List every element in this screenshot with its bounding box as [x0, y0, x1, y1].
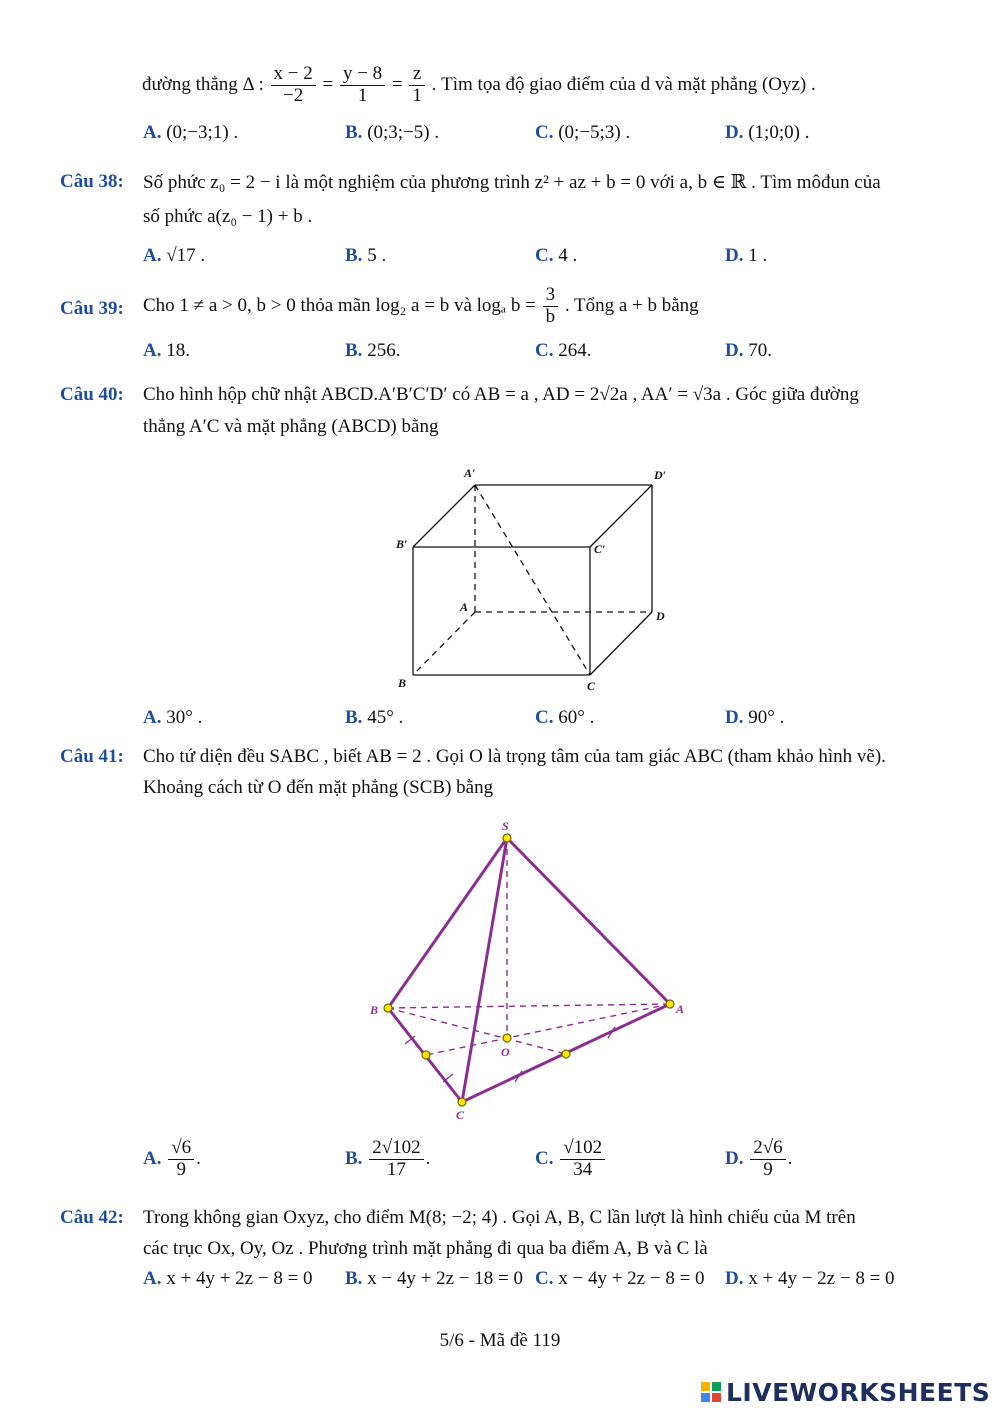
- q38-option-a[interactable]: A. √17 .: [143, 245, 206, 266]
- q37-frac-2: $\frac{y - 8}{1}$: [340, 64, 385, 107]
- q38-option-c[interactable]: C. 4 .: [535, 245, 578, 266]
- q39-option-a[interactable]: A. 18.: [143, 340, 190, 361]
- q37-stem: đường thẳng Δ : $\frac{x - 2}{-2}$ = $\frac{y - 8}{1}$ = $\frac{z}{1}$ . Tìm tọa độ giao điểm của d và mặt phẳng (Oyz) .: [142, 63, 816, 106]
- label-s: S: [502, 819, 509, 833]
- q38-option-d[interactable]: D. 1 .: [725, 245, 768, 266]
- q37-option-d[interactable]: D. (1;0;0) .: [725, 122, 810, 143]
- q41-label: Câu 41:: [60, 746, 124, 767]
- q37-option-a[interactable]: A. (0;−3;1) .: [143, 122, 239, 143]
- point-s: [503, 834, 511, 842]
- edge-d1-c1: [590, 485, 652, 547]
- label-c: C: [587, 679, 596, 693]
- q37-frac-3: $\frac{z}{1}$: [409, 64, 425, 107]
- edge-s-a: [507, 838, 670, 1004]
- q40-option-b[interactable]: B. 45° .: [345, 707, 404, 728]
- q37-frac-1: $\frac{x - 2}{-2}$: [271, 64, 316, 107]
- q39-option-c[interactable]: C. 264.: [535, 340, 592, 361]
- edge-a1-b1: [413, 485, 475, 547]
- point-o: [503, 1034, 511, 1042]
- q38-label: Câu 38:: [60, 171, 124, 192]
- point-a: [666, 1000, 674, 1008]
- q40-label: Câu 40:: [60, 384, 124, 405]
- label-d: D: [656, 609, 665, 623]
- edge-d-c: [590, 612, 652, 675]
- q40-line-1: Cho hình hộp chữ nhật ABCD.A′B′C′D′ có AB = a , AD = 2√2a , AA′ = √3a . Góc giữa đường: [143, 384, 859, 405]
- edge-a-b-hidden: [413, 612, 475, 675]
- point-c: [458, 1098, 466, 1106]
- q38-line-2: số phức a(z₀ − 1) + b .: [143, 206, 313, 227]
- q41-line-2: Khoảng cách từ O đến mặt phẳng (SCB) bằng: [143, 777, 494, 798]
- label-a: A: [460, 600, 469, 614]
- brand-wordmark[interactable]: LIVEWORKSHEETS: [726, 1378, 991, 1407]
- label-d1: D′: [654, 468, 667, 482]
- label-c: C: [456, 1108, 465, 1122]
- q38-line-1: Số phức z₀ = 2 − i là một nghiệm của phương trình z² + az + b = 0 với a, b ∈ ℝ . Tìm môđun của: [143, 172, 881, 193]
- point-mid-bc: [422, 1051, 430, 1059]
- q42-line-1: Trong không gian Oxyz, cho điểm M(8; −2; 4) . Gọi A, B, C lần lượt là hình chiếu của M trên: [143, 1207, 856, 1228]
- q41-option-d[interactable]: D. $\frac{2√6}{9}$ .: [725, 1137, 793, 1180]
- q42-option-c[interactable]: C. x − 4y + 2z − 8 = 0: [535, 1268, 705, 1289]
- q41-tetrahedron-figure: [360, 812, 700, 1132]
- q40-option-d[interactable]: D. 90° .: [725, 707, 785, 728]
- label-c1: C′: [594, 542, 606, 556]
- median-a: [426, 1004, 670, 1055]
- q39-stem: Cho 1 ≠ a > 0, b > 0 thỏa mãn log₂ a = b và logₐ b = $\frac{3}{b}$ . Tổng a + b bằng: [143, 284, 699, 327]
- q41-option-c[interactable]: C. $\frac{√102}{34}$: [535, 1138, 607, 1181]
- label-a: A: [676, 1002, 685, 1016]
- q42-label: Câu 42:: [60, 1207, 124, 1228]
- q39-frac: $\frac{3}{b}$: [543, 285, 559, 328]
- q37-option-b[interactable]: B. (0;3;−5) .: [345, 122, 440, 143]
- q39-label: Câu 39:: [60, 298, 124, 319]
- label-b1: B′: [396, 537, 408, 551]
- label-b: B: [398, 676, 407, 690]
- point-b: [384, 1004, 392, 1012]
- q42-option-d[interactable]: D. x + 4y − 2z − 8 = 0: [725, 1268, 895, 1289]
- q37-option-c[interactable]: C. (0;−5;3) .: [535, 122, 631, 143]
- q41-option-a[interactable]: A. $\frac{√6}{9}$ .: [143, 1137, 201, 1180]
- diagonal-a1-c: [475, 485, 590, 675]
- q39-option-d[interactable]: D. 70.: [725, 340, 772, 361]
- liveworksheets-logo-icon: [700, 1381, 722, 1403]
- page-footer: 5/6 - Mã đề 119: [439, 1330, 561, 1351]
- q42-line-2: các trục Ox, Oy, Oz . Phương trình mặt phẳng đi qua ba điểm A, B và C là: [143, 1238, 708, 1259]
- edge-s-b: [388, 838, 507, 1008]
- label-o: O: [501, 1045, 510, 1059]
- point-mid-ca: [562, 1050, 570, 1058]
- q38-option-b[interactable]: B. 5 .: [345, 245, 387, 266]
- q39-option-b[interactable]: B. 256.: [345, 340, 401, 361]
- q42-option-b[interactable]: B. x − 4y + 2z − 18 = 0: [345, 1268, 523, 1289]
- label-b: B: [370, 1003, 379, 1017]
- q42-option-a[interactable]: A. x + 4y + 2z − 8 = 0: [143, 1268, 313, 1289]
- q40-line-2: thẳng A′C và mặt phẳng (ABCD) bằng: [143, 416, 439, 437]
- label-a1: A′: [464, 466, 476, 480]
- q41-option-b[interactable]: B. $\frac{2√102}{17}$ .: [345, 1137, 431, 1180]
- edge-s-c: [462, 838, 507, 1102]
- edge-b-a-hidden: [388, 1004, 670, 1008]
- q40-option-a[interactable]: A. 30° .: [143, 707, 203, 728]
- q40-option-c[interactable]: C. 60° .: [535, 707, 595, 728]
- q41-line-1: Cho tứ diện đều SABC , biết AB = 2 . Gọi O là trọng tâm của tam giác ABC (tham khảo hình vẽ).: [143, 746, 886, 767]
- q40-box-figure: [380, 455, 690, 705]
